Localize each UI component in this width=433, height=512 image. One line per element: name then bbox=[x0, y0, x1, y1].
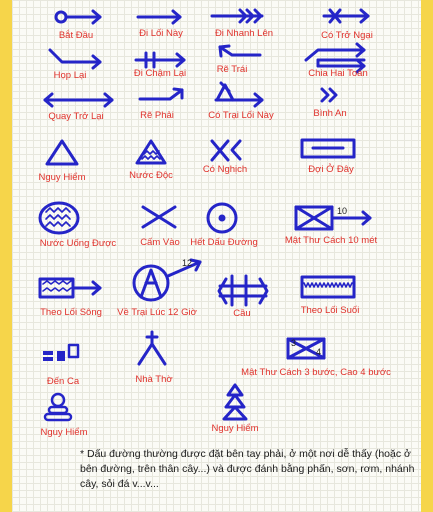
double-arrow-icon bbox=[45, 94, 112, 106]
stacked-triangles-icon bbox=[224, 385, 246, 419]
sign-nguy-hiem-2 bbox=[41, 394, 88, 438]
sign-label: Về Trại Lúc 12 Giờ bbox=[117, 307, 197, 318]
sign-quay-tro-lai bbox=[45, 94, 112, 122]
sign-mat-thu-10m bbox=[285, 206, 378, 246]
sign-doi-o-day bbox=[302, 140, 354, 175]
sign-theo-loi-song bbox=[40, 279, 102, 318]
sign-label: Bình An bbox=[313, 108, 347, 119]
sign-label: Rẽ Phải bbox=[140, 110, 174, 121]
sign-label: Đi Chậm Lại bbox=[133, 68, 187, 79]
obstacle-arrow-icon bbox=[324, 10, 368, 22]
sign-label: Chia Hai Toán bbox=[308, 68, 368, 79]
sign-nuoc-uong-duoc bbox=[40, 203, 117, 249]
sign-label: Theo Lối Suối bbox=[300, 305, 360, 316]
sign-label: Quay Trở Lại bbox=[48, 111, 104, 122]
distance-number: 10 bbox=[337, 206, 348, 216]
sign-label: Có Trại Lối Này bbox=[208, 110, 274, 121]
sign-nha-tho bbox=[135, 332, 172, 385]
end-trail-icon bbox=[208, 204, 236, 232]
sign-label: Đi Nhanh Lên bbox=[214, 28, 274, 39]
sign-het-dau-duong bbox=[190, 204, 258, 248]
sign-mat-thu-3-4 bbox=[241, 338, 391, 378]
sign-co-nghich bbox=[203, 141, 247, 175]
sign-cam-vao bbox=[140, 207, 180, 248]
hour-number: 12 bbox=[182, 258, 193, 268]
river-path-icon bbox=[40, 279, 100, 297]
sign-label: Theo Lối Sông bbox=[40, 307, 102, 318]
bridge-icon bbox=[219, 276, 267, 305]
sign-label: Bắt Đầu bbox=[58, 30, 94, 41]
sign-label: Đến Ca bbox=[46, 376, 80, 387]
sign-label: Cầu bbox=[233, 308, 251, 319]
sign-nguy-hiem-1 bbox=[39, 141, 86, 183]
stream-path-icon bbox=[302, 277, 354, 297]
slow-arrow-icon bbox=[136, 53, 184, 67]
sign-co-trai-loi-nay bbox=[208, 83, 274, 121]
footnote: * Dấu đường thường được đặt bên tay phải, ở một nơi dễ thấy (hoặc ở bên đường, trên thân cây...) và được đánh bằng phấn, sơn, rơm, nhánh cây, sỏi đá v...v... bbox=[80, 448, 415, 490]
sign-nguy-hiem-3 bbox=[212, 385, 259, 434]
turn-left-icon bbox=[220, 46, 260, 56]
double-chevron-icon bbox=[322, 89, 336, 101]
sign-label: Có Nghịch bbox=[202, 164, 248, 175]
sign-label: Nguy Hiểm bbox=[38, 172, 86, 183]
sign-di-cham-lai bbox=[134, 53, 186, 79]
sign-label: Đợi Ở Đây bbox=[308, 164, 354, 175]
camp-arrow-icon bbox=[216, 83, 262, 106]
sign-den-ca bbox=[43, 345, 80, 387]
fast-arrow-icon bbox=[212, 10, 262, 22]
sign-label: Nguy Hiểm bbox=[40, 427, 88, 438]
wait-here-icon bbox=[302, 140, 354, 157]
sign-theo-loi-suoi bbox=[301, 277, 360, 316]
sign-binh-an bbox=[313, 89, 346, 119]
sign-label: Hết Dấu Đường bbox=[190, 237, 258, 248]
sign-ve-trai-12-gio bbox=[117, 258, 200, 318]
sign-label: Họp Lại bbox=[53, 70, 87, 81]
sign-label: Đi Lối Này bbox=[139, 28, 183, 39]
sign-label: Có Trở Ngại bbox=[321, 30, 373, 41]
merge-arrow-icon bbox=[50, 50, 100, 68]
sign-label: Mật Thư Cách 3 bước, Cao 4 bước bbox=[241, 367, 391, 378]
circle-arrow-icon bbox=[56, 11, 100, 23]
sign-label: Nguy Hiểm bbox=[211, 423, 259, 434]
poison-water-icon bbox=[137, 141, 165, 163]
no-entry-icon bbox=[143, 207, 175, 227]
sign-hop-lai bbox=[50, 50, 100, 81]
arrow-right-icon bbox=[138, 11, 180, 23]
sign-nuoc-doc bbox=[129, 141, 173, 181]
sign-re-trai bbox=[217, 46, 260, 75]
sign-label: Nhà Thờ bbox=[135, 374, 173, 385]
steps-number-a: 3 bbox=[291, 338, 297, 348]
enemy-icon bbox=[212, 141, 240, 160]
sign-cau bbox=[219, 276, 267, 319]
stone-signal-icon bbox=[43, 345, 78, 361]
sign-co-tro-ngai bbox=[321, 10, 373, 41]
sign-bat-dau bbox=[56, 11, 100, 41]
sign-label: Nước Uống Được bbox=[39, 238, 117, 249]
message-10m-icon bbox=[296, 207, 370, 229]
sign-chia-hai-toan bbox=[306, 44, 368, 79]
triangle-icon bbox=[47, 141, 77, 164]
sign-label: Rẽ Trái bbox=[216, 64, 248, 75]
stone-stack-icon bbox=[45, 394, 71, 420]
sign-di-nhanh-len bbox=[212, 10, 273, 39]
drinking-water-icon bbox=[40, 203, 78, 233]
sign-label: Nước Độc bbox=[129, 170, 173, 181]
sign-di-loi-nay bbox=[138, 11, 183, 39]
sign-label: Mật Thư Cách 10 mét bbox=[284, 235, 378, 246]
steps-number-b: 4 bbox=[316, 347, 322, 357]
sign-label: Cấm Vào bbox=[140, 237, 180, 248]
church-icon bbox=[139, 332, 165, 364]
turn-right-icon bbox=[140, 89, 182, 99]
sign-re-phai bbox=[140, 89, 182, 121]
